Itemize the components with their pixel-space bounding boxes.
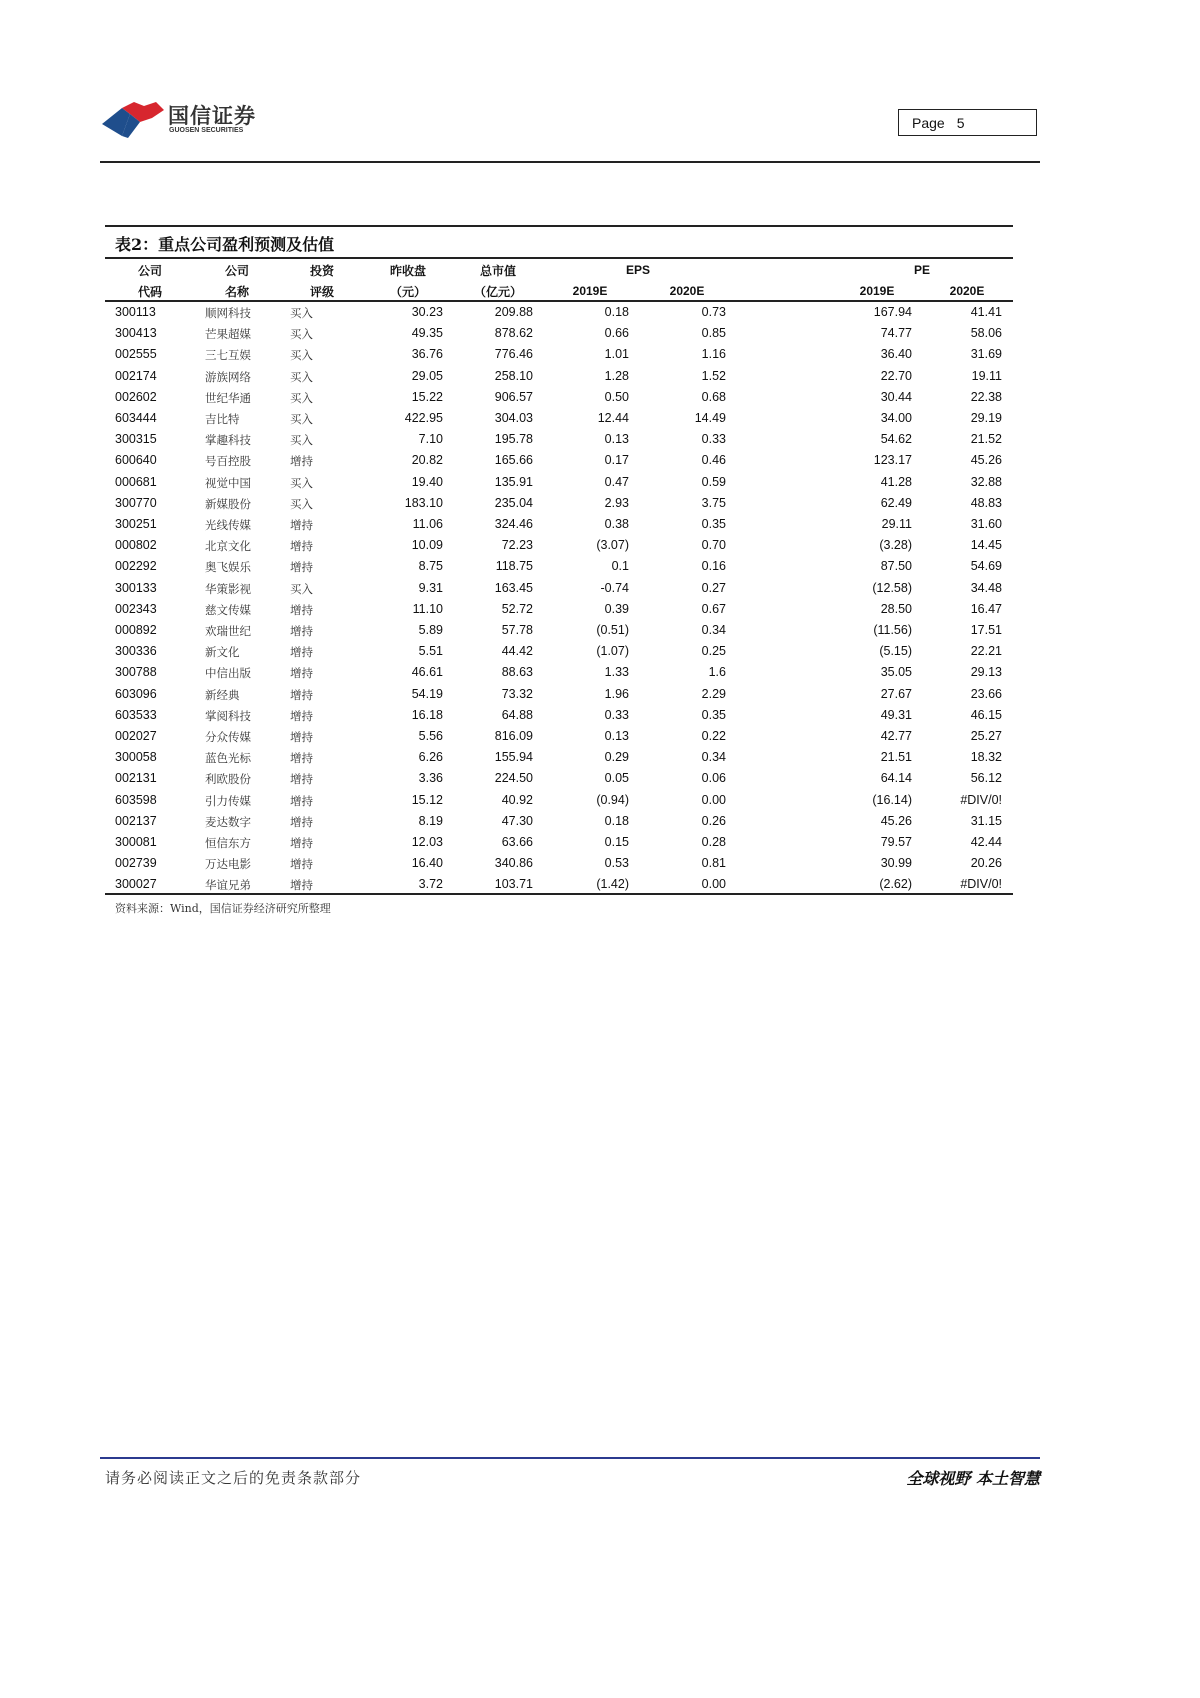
cell-rating: 增持 — [290, 772, 313, 787]
cell-code: 300113 — [115, 305, 156, 319]
cell-pe-2019: 74.77 — [880, 326, 912, 341]
cell-name: 恒信东方 — [205, 836, 251, 850]
cell-rating: 增持 — [290, 560, 313, 575]
cell-price: 3.36 — [418, 771, 443, 786]
cell-pe-2019: 45.26 — [880, 813, 912, 828]
cell-code: 300027 — [115, 877, 157, 892]
cell-pe-2019: 27.67 — [880, 686, 912, 701]
cell-eps-2020: 0.34 — [701, 750, 726, 765]
cell-eps-2020: 1.16 — [701, 347, 726, 362]
cell-price: 3.72 — [418, 877, 443, 892]
cell-eps-2020: 0.35 — [701, 517, 726, 531]
cell-price: 16.18 — [411, 707, 443, 722]
cell-eps-2020: 0.27 — [701, 580, 726, 595]
cell-name: 吉比特 — [205, 412, 240, 426]
cell-mktcap: 155.94 — [494, 750, 533, 765]
cell-name: 欢瑞世纪 — [205, 624, 251, 638]
cell-rating: 增持 — [290, 730, 313, 744]
cell-code: 600640 — [115, 453, 157, 468]
cell-eps-2020: 0.16 — [701, 559, 726, 574]
cell-rating: 买入 — [290, 496, 313, 511]
cell-mktcap: 118.75 — [495, 559, 533, 574]
cell-mktcap: 72.23 — [501, 538, 533, 553]
footer-divider — [100, 1457, 1040, 1459]
cell-name: 号百控股 — [205, 454, 251, 469]
cell-name: 利欧股份 — [205, 772, 251, 787]
cell-code: 002137 — [115, 813, 157, 828]
cell-price: 5.51 — [418, 644, 443, 659]
cell-mktcap: 209.88 — [494, 305, 533, 319]
cell-price: 19.40 — [411, 474, 443, 489]
cell-eps-2019: 0.05 — [604, 771, 629, 786]
cell-mktcap: 165.66 — [494, 453, 533, 468]
cell-mktcap: 235.04 — [494, 495, 533, 510]
cell-price: 8.75 — [418, 559, 443, 574]
cell-eps-2019: 1.33 — [604, 665, 629, 680]
cell-name: 蓝色光标 — [205, 751, 251, 766]
header-price-line1: 昨收盘 — [389, 264, 426, 278]
cell-price: 9.31 — [418, 580, 443, 595]
cell-rating: 增持 — [290, 751, 313, 766]
cell-rating: 买入 — [290, 581, 313, 596]
cell-eps-2019: 0.15 — [604, 835, 629, 849]
cell-eps-2020: 0.22 — [701, 729, 726, 743]
cell-eps-2020: 0.67 — [701, 601, 726, 616]
header-code-line2: 代码 — [137, 285, 162, 299]
cell-price: 36.76 — [411, 347, 443, 362]
cell-eps-2020: 0.81 — [701, 856, 726, 871]
cell-eps-2019: 0.18 — [604, 305, 629, 319]
cell-mktcap: 57.78 — [501, 623, 533, 637]
cell-eps-2020: 0.34 — [701, 623, 726, 637]
cell-eps-2019: 2.93 — [604, 495, 629, 510]
header-mktcap-line1: 总市值 — [479, 264, 516, 278]
cell-name: 中信出版 — [205, 666, 251, 681]
cell-code: 603533 — [115, 707, 157, 722]
cell-pe-2020: 31.69 — [970, 347, 1002, 362]
cell-price: 12.03 — [411, 835, 443, 849]
cell-price: 46.61 — [411, 665, 443, 680]
cell-eps-2019: 1.96 — [604, 686, 629, 701]
cell-pe-2020: 42.44 — [970, 835, 1002, 849]
cell-eps-2019: (1.07) — [596, 644, 629, 659]
cell-pe-2019: 123.17 — [873, 453, 912, 468]
cell-code: 000892 — [115, 623, 157, 637]
cell-pe-2020: 29.13 — [970, 665, 1002, 680]
cell-eps-2019: 0.13 — [604, 729, 629, 743]
cell-eps-2020: 0.70 — [701, 538, 726, 553]
cell-pe-2019: 30.99 — [880, 856, 912, 871]
cell-eps-2019: 12.44 — [597, 411, 629, 425]
cell-code: 300788 — [115, 665, 157, 680]
cell-rating: 增持 — [290, 624, 313, 638]
cell-price: 5.56 — [418, 729, 443, 743]
page-indicator — [898, 109, 1037, 136]
cell-eps-2020: 3.75 — [701, 495, 726, 510]
cell-code: 000802 — [115, 538, 157, 553]
cell-mktcap: 776.46 — [494, 347, 533, 362]
cell-pe-2020: 23.66 — [970, 686, 1002, 701]
cell-rating: 买入 — [290, 433, 313, 448]
logo-cn-text: 国信证券 — [168, 104, 256, 128]
cell-name: 华谊兄弟 — [205, 878, 251, 893]
cell-pe-2019: 28.50 — [880, 601, 912, 616]
cell-code: 300081 — [115, 835, 157, 849]
cell-price: 29.05 — [411, 368, 443, 383]
cell-pe-2020: 41.41 — [970, 305, 1002, 319]
cell-price: 422.95 — [404, 411, 443, 425]
cell-rating: 买入 — [290, 306, 313, 320]
cell-pe-2019: (2.62) — [879, 877, 912, 892]
logo-mark-icon — [100, 98, 166, 140]
cell-rating: 买入 — [290, 369, 313, 384]
cell-pe-2019: 34.00 — [880, 411, 912, 425]
cell-mktcap: 906.57 — [494, 389, 533, 404]
cell-name: 掌趣科技 — [205, 433, 251, 448]
cell-price: 10.09 — [411, 538, 443, 553]
cell-pe-2019: (16.14) — [872, 792, 912, 807]
cell-eps-2019: (0.51) — [596, 623, 629, 637]
header-pe-2019: 2019E — [859, 284, 895, 298]
cell-eps-2020: 0.28 — [701, 835, 726, 849]
page-number: 5 — [956, 115, 965, 131]
cell-eps-2019: (0.94) — [596, 792, 629, 807]
cell-eps-2020: 0.73 — [701, 305, 726, 319]
cell-pe-2019: 22.70 — [880, 368, 912, 383]
cell-rating: 增持 — [290, 645, 313, 660]
cell-price: 15.12 — [411, 792, 443, 807]
header-eps: EPS — [625, 263, 650, 277]
cell-name: 顺网科技 — [205, 306, 251, 320]
cell-pe-2020: 25.27 — [970, 729, 1002, 743]
cell-name: 新文化 — [205, 645, 240, 660]
header-price-line2: （元） — [389, 285, 426, 299]
cell-rating: 买入 — [290, 390, 313, 405]
cell-code: 603096 — [115, 686, 157, 701]
guosen-logo — [100, 98, 270, 144]
cell-rating: 增持 — [290, 518, 313, 532]
cell-eps-2020: 0.00 — [701, 792, 726, 807]
cell-code: 300413 — [115, 326, 157, 341]
cell-name: 引力传媒 — [205, 793, 251, 808]
cell-pe-2019: (11.56) — [873, 623, 912, 637]
cell-pe-2020: 14.45 — [970, 538, 1002, 553]
cell-pe-2020: 29.19 — [970, 411, 1002, 425]
cell-name: 新经典 — [205, 687, 240, 702]
cell-pe-2020: 22.21 — [970, 644, 1002, 659]
cell-name: 分众传媒 — [205, 730, 251, 744]
cell-pe-2019: 49.31 — [880, 707, 912, 722]
cell-pe-2020: 34.48 — [970, 580, 1002, 595]
cell-price: 183.10 — [404, 495, 443, 510]
cell-pe-2020: 45.26 — [970, 453, 1002, 468]
cell-pe-2019: 35.05 — [880, 665, 912, 680]
cell-pe-2019: 41.28 — [880, 474, 912, 489]
cell-mktcap: 878.62 — [494, 326, 533, 341]
cell-eps-2019: 1.01 — [604, 347, 629, 362]
cell-pe-2020: 31.60 — [970, 517, 1002, 531]
cell-pe-2020: #DIV/0! — [960, 792, 1002, 807]
cell-eps-2019: 0.29 — [604, 750, 629, 765]
table-header-rule — [105, 257, 1013, 259]
table-top-rule — [105, 225, 1013, 227]
header-rating-line1: 投资 — [309, 264, 334, 278]
header-name-line1: 公司 — [224, 264, 249, 278]
cell-pe-2020: 17.51 — [970, 623, 1002, 637]
cell-pe-2019: 42.77 — [880, 729, 912, 743]
cell-pe-2019: 87.50 — [880, 559, 912, 574]
cell-eps-2020: 0.35 — [701, 707, 726, 722]
cell-pe-2019: 167.94 — [873, 305, 912, 319]
header-rating-line2: 评级 — [309, 285, 334, 299]
cell-mktcap: 304.03 — [494, 411, 533, 425]
cell-pe-2020: 32.88 — [970, 474, 1002, 489]
cell-code: 002343 — [115, 601, 157, 616]
cell-code: 002602 — [115, 389, 157, 404]
cell-eps-2020: 0.46 — [701, 453, 726, 468]
table-source: 资料来源：Wind，国信证券经济研究所整理 — [115, 902, 331, 915]
cell-eps-2019: 0.17 — [604, 453, 629, 468]
cell-name: 新媒股份 — [205, 496, 251, 511]
cell-mktcap: 73.32 — [501, 686, 533, 701]
cell-pe-2019: 36.40 — [880, 347, 912, 362]
cell-rating: 买入 — [290, 348, 313, 363]
cell-code: 603598 — [115, 792, 157, 807]
cell-eps-2019: 0.50 — [604, 389, 629, 404]
cell-price: 11.10 — [412, 601, 443, 616]
header-code-line1: 公司 — [137, 264, 162, 278]
cell-pe-2020: 22.38 — [970, 389, 1002, 404]
cell-mktcap: 88.63 — [501, 665, 533, 680]
cell-mktcap: 63.66 — [501, 835, 533, 849]
table-header-bottom-rule — [105, 300, 1013, 302]
cell-mktcap: 816.09 — [494, 729, 533, 743]
cell-code: 002292 — [115, 559, 157, 574]
cell-pe-2019: 54.62 — [880, 432, 912, 447]
cell-price: 11.06 — [412, 517, 443, 531]
cell-rating: 增持 — [290, 708, 313, 723]
cell-code: 002555 — [115, 347, 157, 362]
cell-mktcap: 163.45 — [494, 580, 533, 595]
cell-eps-2020: 0.06 — [701, 771, 726, 786]
cell-rating: 买入 — [290, 412, 313, 426]
cell-eps-2020: 0.85 — [701, 326, 726, 341]
cell-eps-2019: 1.28 — [604, 368, 629, 383]
cell-price: 8.19 — [418, 813, 443, 828]
cell-eps-2020: 14.49 — [694, 411, 726, 425]
cell-price: 30.23 — [411, 305, 443, 319]
header-eps-2019: 2019E — [572, 284, 608, 298]
cell-rating: 增持 — [290, 602, 313, 617]
cell-name: 三七互娱 — [205, 348, 251, 363]
logo-en-text: GUOSEN SECURITIES — [169, 127, 244, 134]
table-bottom-rule — [105, 893, 1013, 895]
cell-rating: 增持 — [290, 666, 313, 681]
footer-slogan: 全球视野 本土智慧 — [906, 1469, 1040, 1488]
cell-code: 002131 — [115, 771, 157, 786]
cell-eps-2019: 0.1 — [611, 559, 629, 574]
cell-pe-2019: (5.15) — [879, 644, 912, 659]
header-pe-2020: 2020E — [949, 284, 985, 298]
cell-rating: 增持 — [290, 539, 313, 554]
cell-price: 6.26 — [418, 750, 443, 765]
header-eps-2020: 2020E — [669, 284, 705, 298]
cell-eps-2020: 0.68 — [701, 389, 726, 404]
cell-pe-2020: 19.11 — [971, 368, 1002, 383]
cell-price: 54.19 — [411, 686, 443, 701]
cell-name: 世纪华通 — [205, 390, 251, 405]
cell-code: 300336 — [115, 644, 157, 659]
cell-pe-2020: 21.52 — [970, 432, 1002, 447]
cell-mktcap: 195.78 — [494, 432, 533, 447]
cell-code: 300770 — [115, 495, 157, 510]
cell-name: 慈文传媒 — [205, 602, 251, 617]
cell-price: 15.22 — [411, 389, 443, 404]
cell-code: 002027 — [115, 729, 157, 743]
cell-name: 游族网络 — [205, 369, 251, 384]
cell-eps-2019: (3.07) — [596, 538, 629, 553]
cell-rating: 增持 — [290, 857, 313, 872]
cell-rating: 增持 — [290, 793, 313, 808]
footer-disclaimer: 请务必阅读正文之后的免责条款部分 — [105, 1469, 362, 1487]
cell-name: 视觉中国 — [205, 475, 251, 490]
cell-price: 16.40 — [411, 856, 443, 871]
cell-eps-2020: 1.52 — [701, 368, 726, 383]
cell-pe-2019: 29.11 — [881, 517, 912, 531]
header-name-line2: 名称 — [224, 285, 249, 299]
cell-pe-2019: 64.14 — [880, 771, 912, 786]
cell-pe-2020: 31.15 — [970, 813, 1002, 828]
cell-mktcap: 47.30 — [501, 813, 533, 828]
cell-name: 芒果超媒 — [205, 327, 251, 342]
cell-name: 万达电影 — [205, 857, 251, 872]
cell-name: 掌阅科技 — [205, 708, 251, 723]
cell-name: 奥飞娱乐 — [205, 560, 251, 575]
cell-eps-2019: (1.42) — [596, 877, 629, 892]
cell-pe-2019: 62.49 — [880, 495, 912, 510]
cell-code: 002174 — [115, 368, 157, 383]
cell-eps-2019: 0.38 — [604, 517, 629, 531]
cell-mktcap: 224.50 — [494, 771, 533, 786]
cell-price: 7.10 — [418, 432, 443, 447]
cell-eps-2020: 0.59 — [701, 474, 726, 489]
cell-rating: 增持 — [290, 687, 313, 702]
cell-mktcap: 44.42 — [501, 644, 533, 659]
cell-code: 002739 — [115, 856, 157, 871]
cell-rating: 增持 — [290, 836, 313, 850]
cell-pe-2019: 79.57 — [880, 835, 912, 849]
cell-pe-2019: (12.58) — [872, 580, 912, 595]
cell-rating: 买入 — [290, 475, 313, 490]
cell-name: 光线传媒 — [205, 518, 251, 532]
cell-pe-2020: 56.12 — [970, 771, 1002, 786]
cell-rating: 增持 — [290, 454, 313, 469]
cell-eps-2020: 0.33 — [701, 432, 726, 447]
cell-pe-2020: 46.15 — [970, 707, 1002, 722]
cell-price: 20.82 — [411, 453, 443, 468]
cell-pe-2020: #DIV/0! — [960, 877, 1002, 892]
cell-pe-2020: 20.26 — [970, 856, 1002, 871]
cell-mktcap: 103.71 — [494, 877, 533, 892]
cell-mktcap: 324.46 — [494, 517, 533, 531]
cell-pe-2020: 16.47 — [970, 601, 1002, 616]
cell-code: 300058 — [115, 750, 157, 765]
cell-eps-2020: 1.6 — [708, 665, 726, 680]
cell-eps-2019: 0.47 — [604, 474, 629, 489]
cell-code: 300251 — [115, 517, 157, 531]
cell-eps-2019: 0.33 — [604, 707, 629, 722]
cell-pe-2020: 54.69 — [970, 559, 1002, 574]
cell-name: 华策影视 — [205, 581, 251, 596]
cell-pe-2020: 58.06 — [970, 326, 1002, 341]
header-divider — [100, 161, 1040, 163]
cell-price: 49.35 — [411, 326, 443, 341]
cell-eps-2019: 0.18 — [604, 813, 629, 828]
cell-pe-2019: 21.51 — [880, 750, 912, 765]
cell-pe-2019: (3.28) — [879, 538, 912, 553]
cell-rating: 增持 — [290, 878, 313, 893]
cell-eps-2020: 0.25 — [701, 644, 726, 659]
cell-eps-2019: 0.66 — [604, 326, 629, 341]
cell-mktcap: 40.92 — [501, 792, 533, 807]
cell-mktcap: 340.86 — [494, 856, 533, 871]
cell-pe-2019: 30.44 — [880, 389, 912, 404]
cell-code: 300315 — [115, 432, 157, 447]
cell-name: 北京文化 — [205, 539, 251, 554]
cell-rating: 买入 — [290, 327, 313, 342]
cell-code: 000681 — [115, 474, 157, 489]
cell-code: 603444 — [115, 411, 157, 425]
cell-pe-2020: 48.83 — [970, 495, 1002, 510]
cell-price: 5.89 — [418, 623, 443, 637]
cell-rating: 增持 — [290, 814, 313, 829]
cell-eps-2019: -0.74 — [600, 580, 629, 595]
cell-pe-2020: 18.32 — [970, 750, 1002, 765]
cell-eps-2020: 2.29 — [701, 686, 726, 701]
cell-eps-2019: 0.53 — [604, 856, 629, 871]
cell-mktcap: 64.88 — [501, 707, 533, 722]
header-pe: PE — [913, 263, 930, 277]
cell-mktcap: 52.72 — [501, 601, 533, 616]
cell-eps-2020: 0.00 — [701, 877, 726, 892]
cell-eps-2020: 0.26 — [701, 813, 726, 828]
table-caption: 表2：重点公司盈利预测及估值 — [115, 235, 335, 254]
cell-name: 麦达数字 — [205, 814, 251, 829]
cell-mktcap: 258.10 — [494, 368, 533, 383]
cell-mktcap: 135.91 — [494, 474, 533, 489]
cell-eps-2019: 0.13 — [604, 432, 629, 447]
cell-code: 300133 — [115, 580, 157, 595]
page-label: Page — [912, 115, 945, 131]
header-mktcap-line2: （亿元） — [473, 285, 522, 299]
cell-eps-2019: 0.39 — [604, 601, 629, 616]
